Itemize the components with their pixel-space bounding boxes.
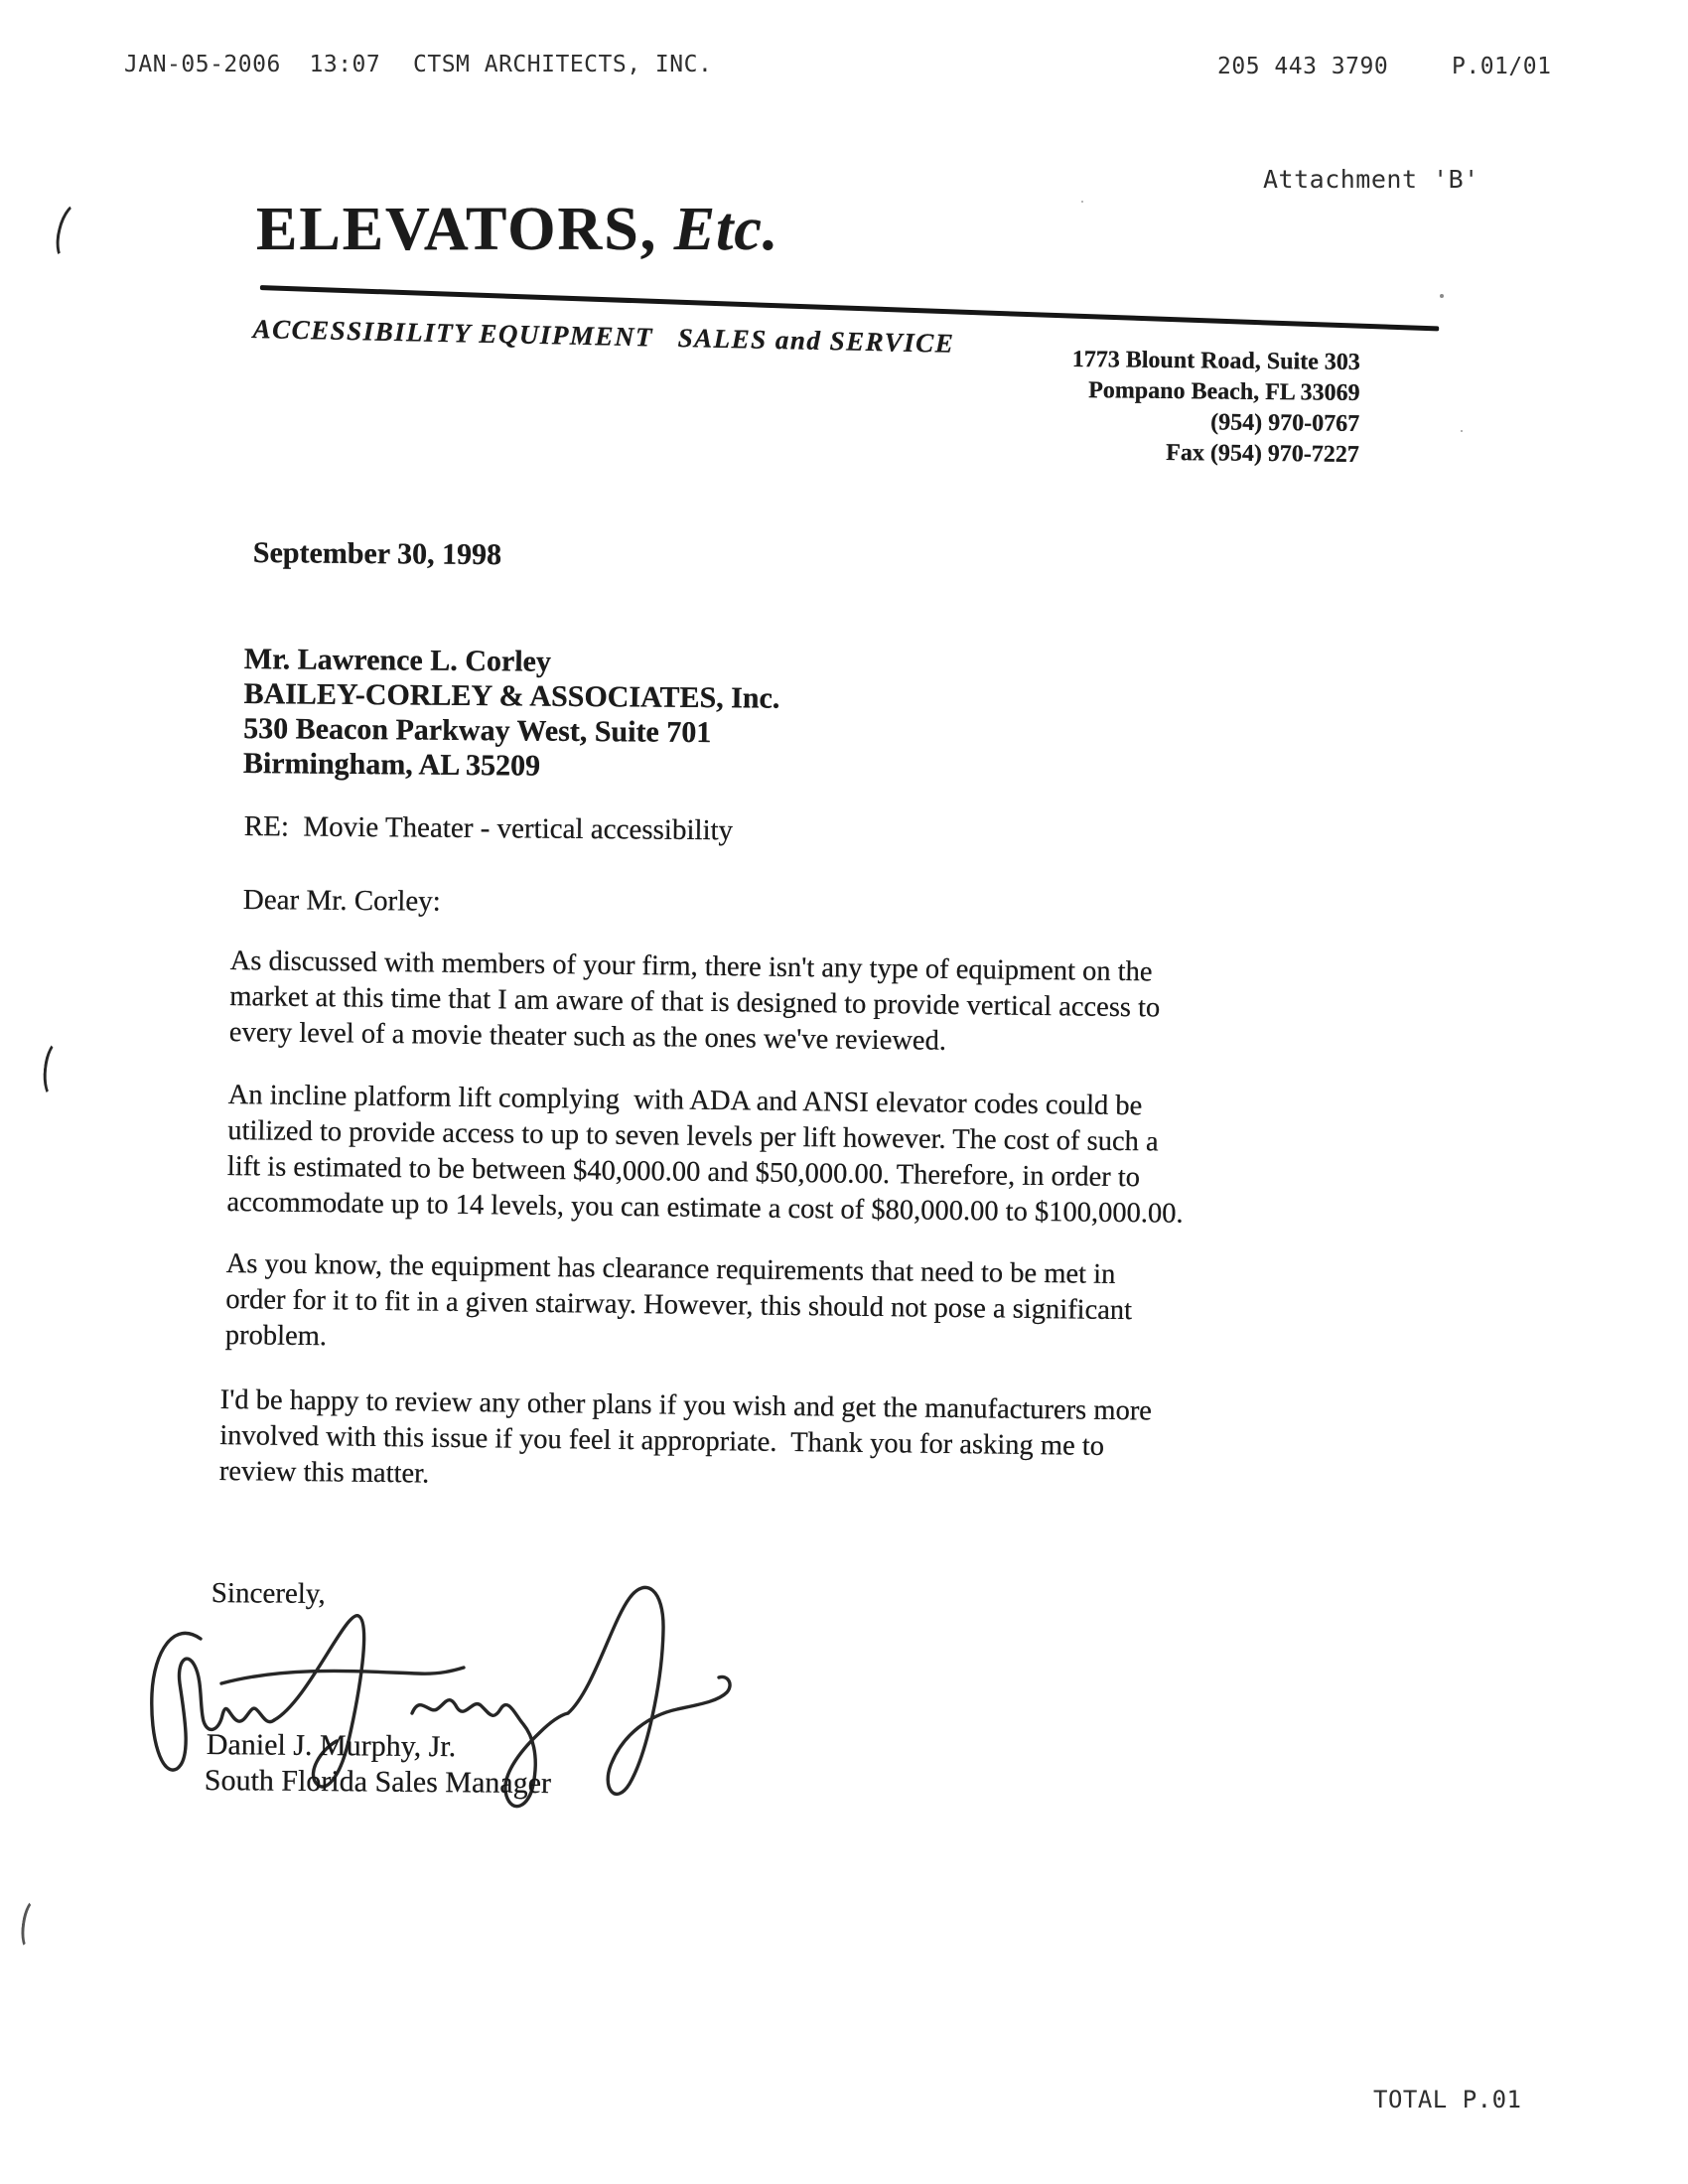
closing: Sincerely, <box>211 1577 326 1611</box>
fax-header-page-number: P.01/01 <box>1452 54 1552 79</box>
scan-speckles <box>1440 294 1444 298</box>
company-name: ELEVATORS, <box>256 196 658 263</box>
letterhead-tagline: ACCESSIBILITY EQUIPMENT SALES and SERVICE <box>252 314 955 359</box>
fax-header-phone: 205 443 3790 <box>1217 54 1389 79</box>
margin-scan-artifact <box>41 1040 70 1099</box>
recipient-address: Mr. Lawrence L. Corley BAILEY-CORLEY & ASSOCIATES, Inc. 530 Beacon Parkway West, Suite 701 Birmingham, AL 35209 <box>242 642 780 783</box>
signer-title: South Florida Sales Manager <box>204 1764 552 1801</box>
paragraph-3: As you know, the equipment has clearance requirements that need to be met in order for it to fit in a given stairway. However, this should not pose a significant problem. <box>224 1247 1133 1353</box>
paragraph-4: I'd be happy to review any other plans if you wish and get the manufacturers more involved with this issue if you feel it appropriate. Thank you for asking me to review this matter. <box>218 1383 1153 1490</box>
margin-scan-artifact <box>18 1898 45 1952</box>
margin-scan-artifact <box>51 199 94 265</box>
re-line: RE: Movie Theater - vertical accessibility <box>243 810 734 847</box>
paragraph-2: An incline platform lift complying with ADA and ANSI elevator codes could be utilized to provide access to up to seven levels per lift however. The cost of such a lift is estimated to be between $40,000.00 and $50,000.00. Therefore, in order to accommodate up to 14 levels, you can estimate a cost of $80,000.00 to $100,000.00. <box>226 1079 1184 1230</box>
fax-footer-total: TOTAL P.01 <box>1373 2086 1522 2113</box>
fax-header-datetime: JAN-05-2006 13:07 <box>124 52 381 77</box>
signer-name: Daniel J. Murphy, Jr. <box>206 1728 457 1764</box>
company-logo-text <box>256 195 778 265</box>
paragraph-1: As discussed with members of your firm, there isn't any type of equipment on the market at this time that I am aware of that is designed to provide vertical access to every level of a movie theater such as the ones we've reviewed. <box>228 945 1161 1057</box>
fax-header-sender: CTSM ARCHITECTS, INC. <box>413 52 713 77</box>
attachment-label: Attachment 'B' <box>1263 165 1479 194</box>
letter-date: September 30, 1998 <box>252 536 502 572</box>
letterhead-address: 1773 Blount Road, Suite 303 Pompano Beach, FL 33069 (954) 970-0767 Fax (954) 970-7227 <box>1071 346 1360 468</box>
company-name-suffix: Etc. <box>657 196 779 263</box>
salutation: Dear Mr. Corley: <box>242 884 441 918</box>
